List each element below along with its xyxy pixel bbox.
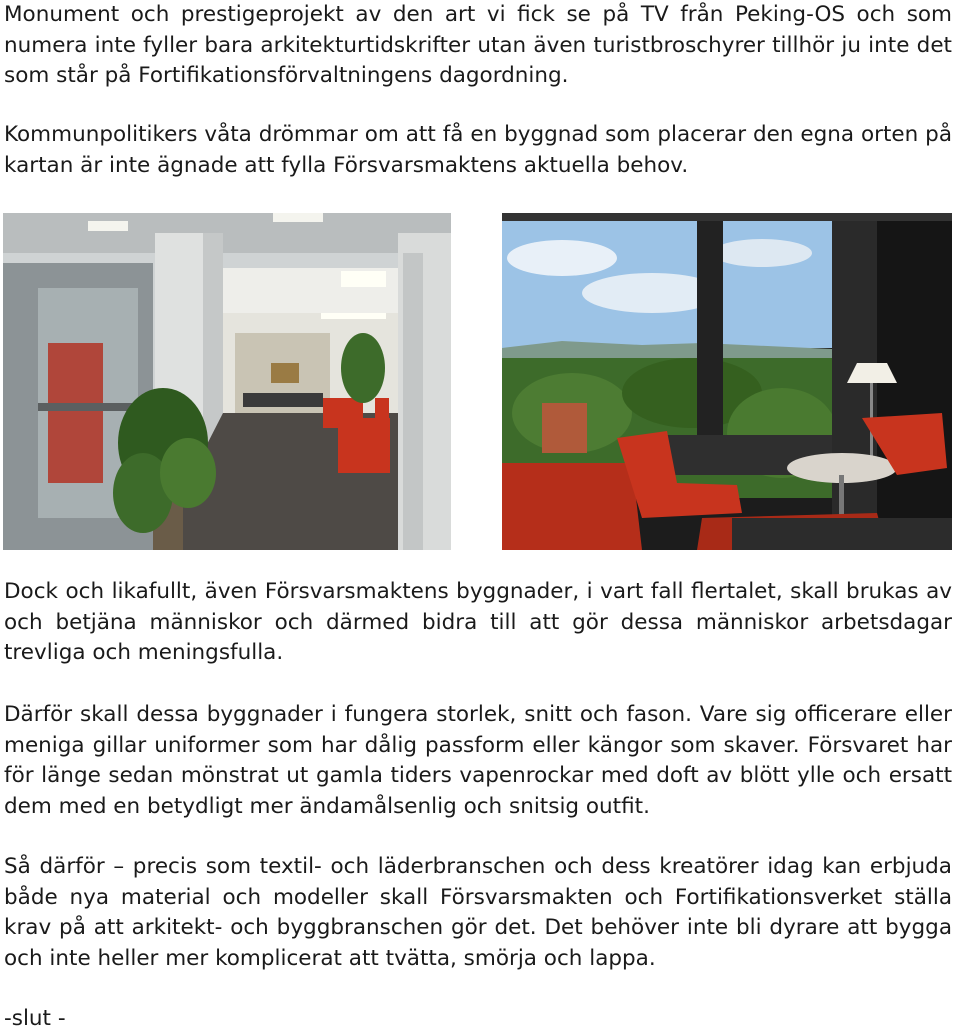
paragraph-intro: Monument och prestigeprojekt av den art vi fick se på TV från Peking-OS och som numera inte fyller bara arkitekturtidskrifter utan även turistbroschyrer tillhör ju inte det som står på Fortifikationsförvaltningens dagordning. bbox=[4, 2, 952, 88]
paragraph-politicians: Kommunpolitikers våta drömmar om att få en byggnad som placerar den egna orten på kartan är inte ägnade att fylla Försvarsmaktens aktuella behov. bbox=[4, 122, 952, 178]
photo-interior-corridor bbox=[3, 213, 451, 550]
paragraph-people: Dock och likafullt, även Försvarsmaktens byggnader, i vart fall flertalet, skall brukas av och betjäna människor och därmed bidra till att gör dessa människor arbetsdagar trevliga och meningsfulla. bbox=[4, 579, 952, 665]
paragraph-uniforms: Därför skall dessa byggnader i fungera storlek, snitt och fason. Vare sig officerare eller meniga gillar uniformer som har dålig passform eller kängor som skaver. Försvaret har för länge sedan mönstrat ut gamla tiders vapenrockar med doft av blött ylle och ersatt dem med en betydligt mer ändamålsenlig och snitsig outfit. bbox=[4, 702, 952, 819]
end-mark: -slut - bbox=[4, 1006, 66, 1031]
paragraph-demands: Så därför – precis som textil- och läderbranschen och dess kreatörer idag kan erbjuda både nya material och modeller skall Försvarsmakten och Fortifikationsverket ställa krav på att arkitekt- och byggbranschen gör det. Det behöver inte bli dyrare att bygga och inte heller mer komplicerat att tvätta, smörja och lappa. bbox=[4, 854, 952, 971]
photo-lounge-window-view bbox=[502, 213, 952, 550]
